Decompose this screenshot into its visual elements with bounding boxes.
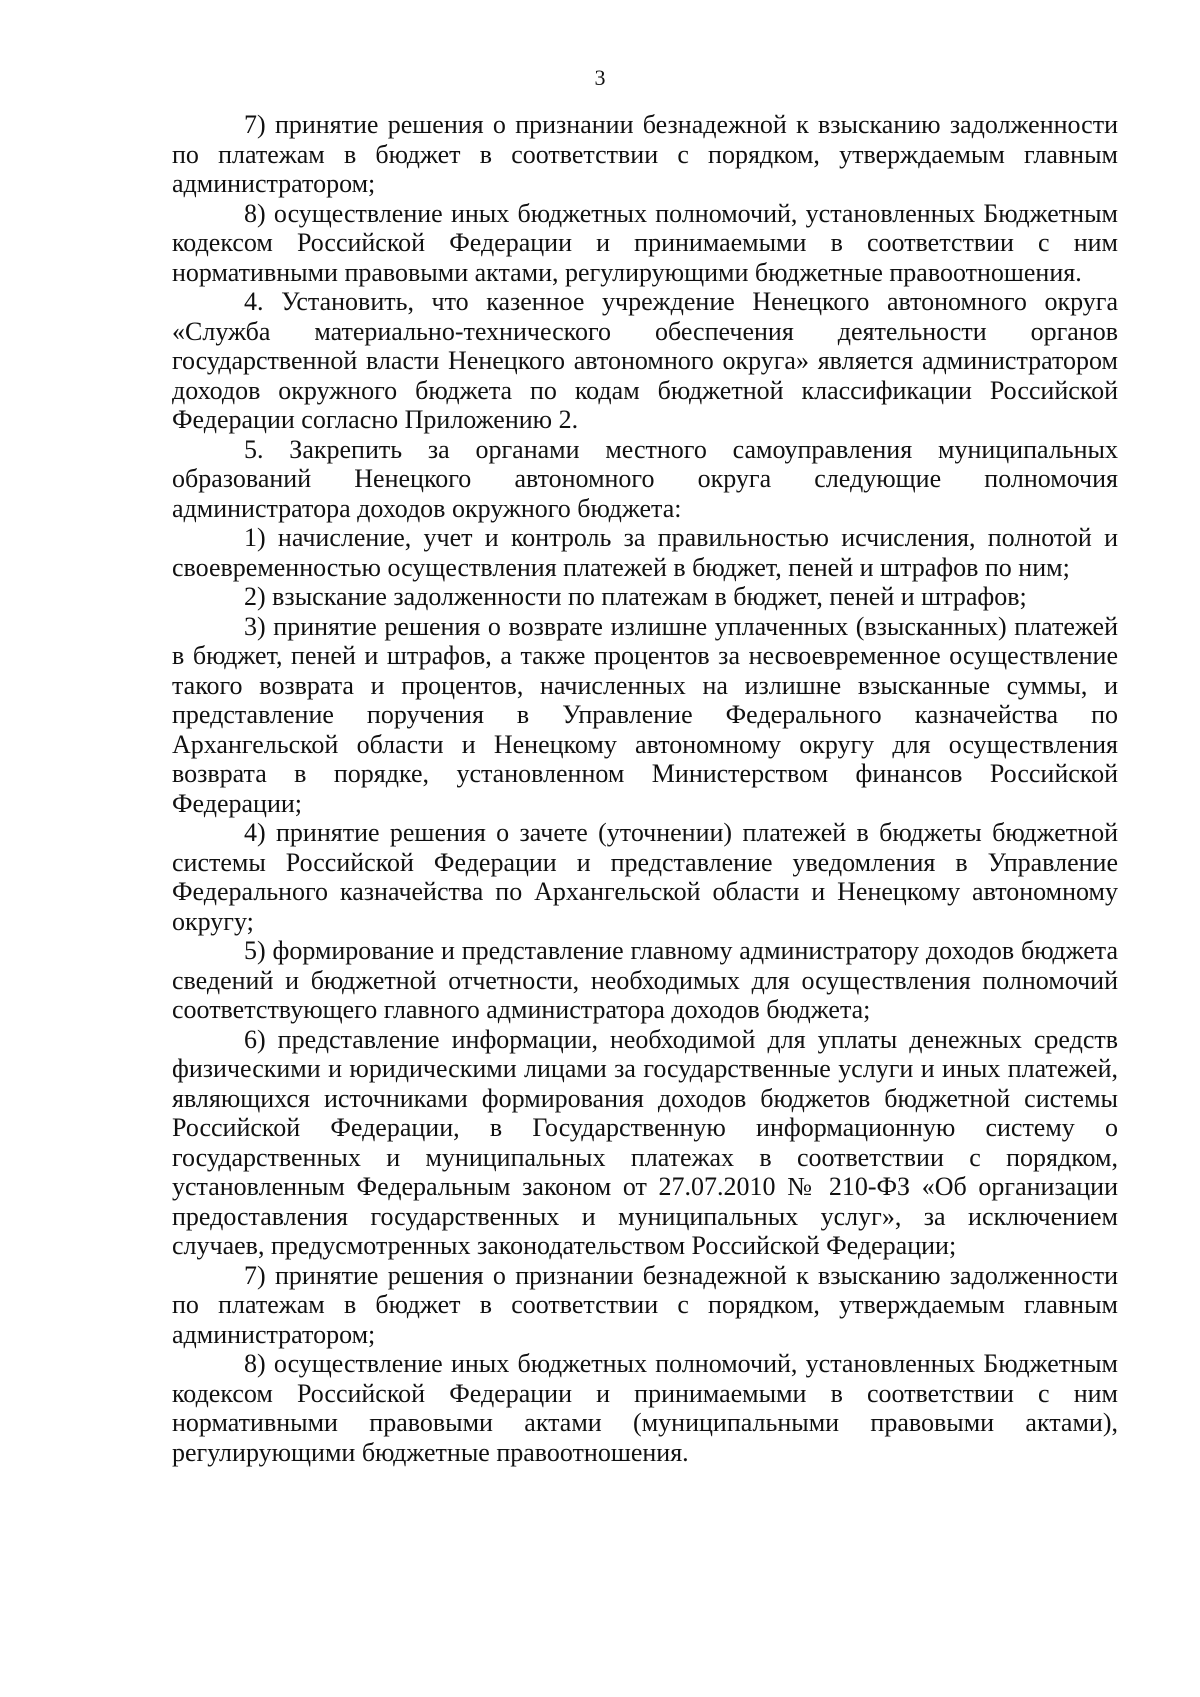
- paragraph-4-clause-5: 5. Закрепить за органами местного самоуправления муниципальных образований Ненецкого автономного округа следующие полномочия администратора доходов окружного бюджета:: [172, 434, 1118, 523]
- paragraph-7-item-3: 3) принятие решения о возврате излишне уплаченных (взысканных) платежей в бюджет, пеней и штрафов, а также процентов за несвоевременное осуществление такого возврата и процентов, начисленных на излишне взысканные суммы, и представление поручения в Управление Федерального казначейства по Архангельской области и Ненецкому автономному округу для осуществления возврата в порядке, установленном Министерством финансов Российской Федерации;: [172, 611, 1118, 818]
- page-number: 3: [594, 65, 606, 90]
- paragraph-12-item-8: 8) осуществление иных бюджетных полномочий, установленных Бюджетным кодексом Российской Федерации и принимаемыми в соответствии с ним нормативными правовыми актами (муниципальными правовыми актами), регулирующими бюджетные правоотношения.: [172, 1349, 1118, 1467]
- paragraph-2-item-8: 8) осуществление иных бюджетных полномочий, установленных Бюджетным кодексом Российской Федерации и принимаемыми в соответствии с ним нормативными правовыми актами, регулирующими бюджетные правоотношения.: [172, 198, 1118, 287]
- paragraph-3-clause-4: 4. Установить, что казенное учреждение Ненецкого автономного округа «Служба материально-технического обеспечения деятельности органов государственной власти Ненецкого автономного округа» является администратором доходов окружного бюджета по кодам бюджетной классификации Российской Федерации согласно Приложению 2.: [172, 287, 1118, 434]
- paragraph-9-item-5: 5) формирование и представление главному администратору доходов бюджета сведений и бюджетной отчетности, необходимых для осуществления полномочий соответствующего главного администратора доходов бюджета;: [172, 936, 1118, 1024]
- paragraph-8-item-4: 4) принятие решения о зачете (уточнении) платежей в бюджеты бюджетной системы Российской Федерации и представление уведомления в Управление Федерального казначейства по Архангельской области и Ненецкому автономному округу;: [172, 818, 1118, 936]
- paragraph-1-item-7: 7) принятие решения о признании безнадежной к взысканию задолженности по платежам в бюджет в соответствии с порядком, утверждаемым главным администратором;: [172, 110, 1118, 198]
- paragraph-6-item-2: 2) взыскание задолженности по платежам в бюджет, пеней и штрафов;: [244, 582, 1027, 611]
- paragraph-11-item-7: 7) принятие решения о признании безнадежной к взысканию задолженности по платежам в бюджет в соответствии с порядком, утверждаемым главным администратором;: [172, 1260, 1118, 1349]
- paragraph-10-item-6: 6) представление информации, необходимой для уплаты денежных средств физическими и юридическими лицами за государственные услуги и иных платежей, являющихся источниками формирования доходов бюджетов бюджетной системы Российской Федерации, в Государственную информационную систему о государственных и муниципальных платежах в соответствии с порядком, установленным Федеральным законом от 27.07.2010 № 210-ФЗ «Об организации предоставления государственных и муниципальных услуг», за исключением случаев, предусмотренных законодательством Российской Федерации;: [172, 1024, 1118, 1260]
- paragraph-5-item-1: 1) начисление, учет и контроль за правильностью исчисления, полнотой и своевременностью осуществления платежей в бюджет, пеней и штрафов по ним;: [172, 523, 1118, 582]
- document-body: [172, 110, 1118, 1467]
